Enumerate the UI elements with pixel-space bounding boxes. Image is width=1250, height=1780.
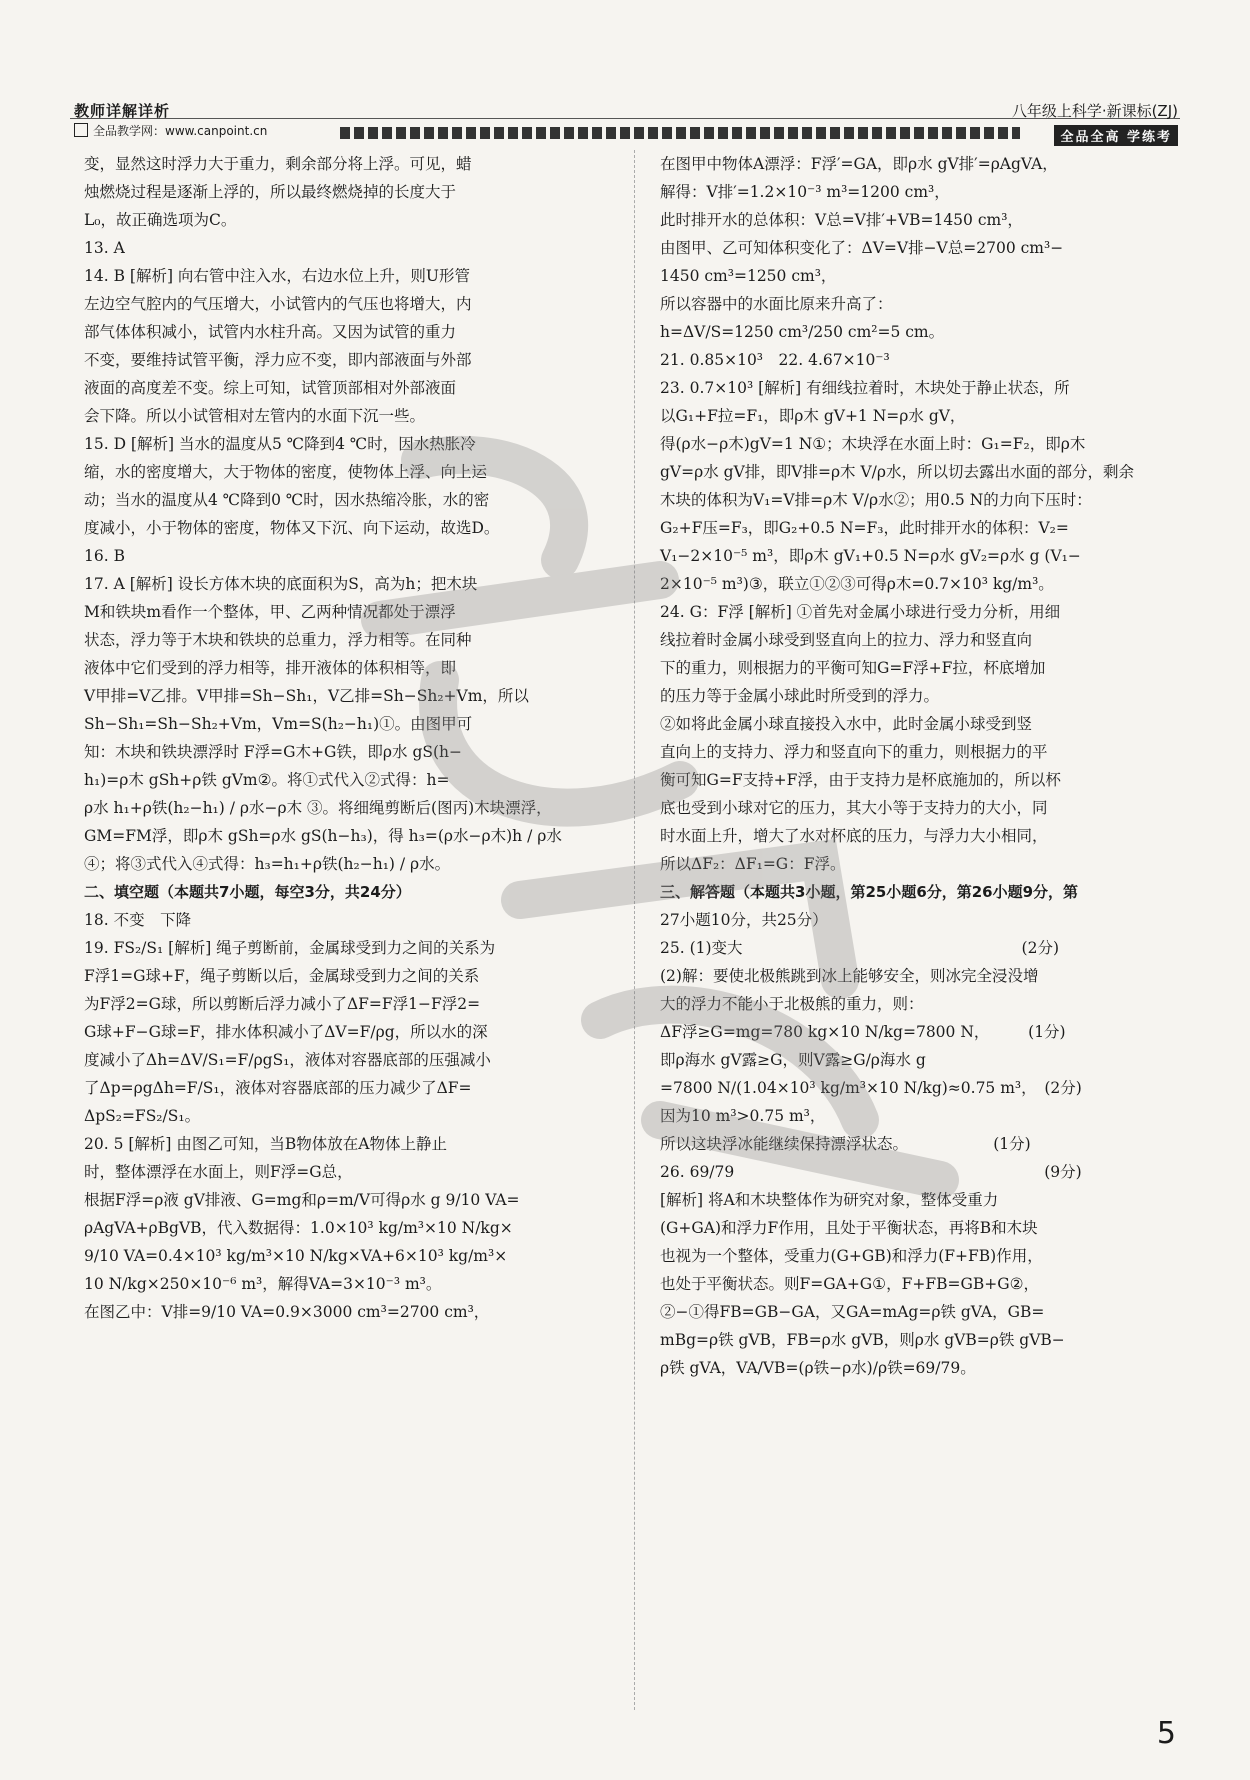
text-line: 9/10 VA=0.4×10³ kg/m³×10 N/kg×VA+6×10³ kg/m³× <box>84 1247 508 1265</box>
text-line: 26. 69/79 (9分) <box>660 1163 1082 1181</box>
header-badge: 全品全高 学练考 <box>1054 125 1178 146</box>
text-line: F浮1=G球+F，绳子剪断以后，金属球受到力之间的关系 <box>84 967 480 985</box>
text-line: 根据F浮=ρ液 gV排液、G=mg和ρ=m/V可得ρ水 g 9/10 VA= <box>84 1191 520 1209</box>
text-line: 液面的高度差不变。综上可知，试管顶部相对外部液面 <box>84 379 457 397</box>
text-line: 三、解答题（本题共3小题，第25小题6分，第26小题9分，第 <box>660 883 1079 901</box>
text-line: 知：木块和铁块漂浮时 F浮=G木+G铁，即ρ水 gS(h− <box>84 743 463 761</box>
header-left-title: 教师详解详析 <box>74 102 171 120</box>
left-column <box>84 150 614 1326</box>
text-line: ②如将此金属小球直接投入水中，此时金属小球受到竖 <box>660 715 1033 733</box>
text-line: 木块的体积为V₁=V排=ρ木 V/ρ水②；用0.5 N的力向下压时： <box>660 491 1092 509</box>
text-line: G球+F−G球=F，排水体积减小了ΔV=F/ρg，所以水的深 <box>84 1023 488 1041</box>
text-line: 16. B <box>84 547 125 565</box>
text-line: 14. B [解析] 向右管中注入水，右边水位上升，则U形管 <box>84 267 470 285</box>
text-line: ②−①得FB=GB−GA，又GA=mAg=ρ铁 gVA，GB= <box>660 1303 1045 1321</box>
text-line: ④；将③式代入④式得：h₃=h₁+ρ铁(h₂−h₁) / ρ水。 <box>84 855 451 873</box>
text-line: mBg=ρ铁 gVB，FB=ρ水 gVB，则ρ水 gVB=ρ铁 gVB− <box>660 1331 1065 1349</box>
text-line: 2×10⁻⁵ m³)③，联立①②③可得ρ木=0.7×10³ kg/m³。 <box>660 575 1054 593</box>
text-line: 会下降。所以小试管相对左管内的水面下沉一些。 <box>84 407 426 425</box>
text-line: G₂+F压=F₃，即G₂+0.5 N=F₃，此时排开水的体积：V₂= <box>660 519 1069 537</box>
text-line: 二、填空题（本题共7小题，每空3分，共24分） <box>84 883 411 901</box>
text-line: 时，整体漂浮在水面上，则F浮=G总， <box>84 1163 353 1181</box>
text-line: 液体中它们受到的浮力相等，排开液体的体积相等，即 <box>84 659 457 677</box>
text-line: ΔF浮≥G=mg=780 kg×10 N/kg=7800 N， (1分) <box>660 1023 1066 1041</box>
text-line: 15. D [解析] 当水的温度从5 ℃降到4 ℃时，因水热胀冷 <box>84 435 476 453</box>
text-line: =7800 N/(1.04×10³ kg/m³×10 N/kg)≈0.75 m³， (2分) <box>660 1079 1082 1097</box>
text-line: 部气体体积减小，试管内水柱升高。又因为试管的重力 <box>84 323 457 341</box>
text-line: 动；当水的温度从4 ℃降到0 ℃时，因水热缩冷胀，水的密 <box>84 491 490 509</box>
text-line: gV=ρ水 gV排，即V排=ρ木 V/ρ水，所以切去露出水面的部分，剩余 <box>660 463 1135 481</box>
text-line: L₀，故正确选项为C。 <box>84 211 237 229</box>
text-line: ΔpS₂=FS₂/S₁。 <box>84 1107 201 1125</box>
text-line: 19. FS₂/S₁ [解析] 绳子剪断前，金属球受到力之间的关系为 <box>84 939 496 957</box>
header-right-title: 八年级上科学·新课标(ZJ) <box>1011 102 1178 120</box>
text-line: 为F浮2=G球，所以剪断后浮力减小了ΔF=F浮1−F浮2= <box>84 995 481 1013</box>
text-line: 所以ΔF₂：ΔF₁=G：F浮。 <box>660 855 846 873</box>
text-line: 的压力等于金属小球此时所受到的浮力。 <box>660 687 940 705</box>
text-line: 18. 不变 下降 <box>84 911 192 929</box>
text-line: Sh−Sh₁=Sh−Sh₂+Vm，Vm=S(h₂−h₁)①。由图甲可 <box>84 715 473 733</box>
text-line: (2)解：要使北极熊跳到冰上能够安全，则冰完全浸没增 <box>660 967 1039 985</box>
text-line: 20. 5 [解析] 由图乙可知，当B物体放在A物体上静止 <box>84 1135 447 1153</box>
text-line: 度减小，小于物体的密度，物体又下沉、向下运动，故选D。 <box>84 519 500 537</box>
text-line: 缩，水的密度增大，大于物体的密度，使物体上浮、向上运 <box>84 463 488 481</box>
text-line: 下的重力，则根据力的平衡可知G=F浮+F拉，杯底增加 <box>660 659 1046 677</box>
text-line: 13. A <box>84 239 125 257</box>
text-line: M和铁块m看作一个整体，甲、乙两种情况都处于漂浮 <box>84 603 456 621</box>
text-line: 时水面上升，增大了水对杯底的压力，与浮力大小相同， <box>660 827 1048 845</box>
text-line: V甲排=V乙排。V甲排=Sh−Sh₁，V乙排=Sh−Sh₂+Vm，所以 <box>84 687 529 705</box>
text-line: 度减小了Δh=ΔV/S₁=F/ρgS₁，液体对容器底部的压强减小 <box>84 1051 491 1069</box>
site-logo-icon <box>74 123 88 137</box>
header-site <box>74 122 267 139</box>
text-line: 烛燃烧过程是逐渐上浮的，所以最终燃烧掉的长度大于 <box>84 183 457 201</box>
column-divider <box>634 150 635 1710</box>
text-line: 状态，浮力等于木块和铁块的总重力，浮力相等。在同种 <box>84 631 472 649</box>
text-line: 1450 cm³=1250 cm³， <box>660 267 837 285</box>
text-line: 由图甲、乙可知体积变化了：ΔV=V排−V总=2700 cm³− <box>660 239 1064 257</box>
text-line: 线拉着时金属小球受到竖直向上的拉力、浮力和竖直向 <box>660 631 1033 649</box>
header-decorative-bar <box>340 127 1020 139</box>
text-line: 因为10 m³>0.75 m³， <box>660 1107 826 1125</box>
text-line: 27小题10分，共25分） <box>660 911 828 929</box>
text-line: 24. G：F浮 [解析] ①首先对金属小球进行受力分析，用细 <box>660 603 1061 621</box>
text-line: 在图乙中：V排=9/10 VA=0.9×3000 cm³=2700 cm³， <box>84 1303 490 1321</box>
text-line: 底也受到小球对它的压力，其大小等于支持力的大小，同 <box>660 799 1048 817</box>
text-line: 23. 0.7×10³ [解析] 有细线拉着时，木块处于静止状态，所 <box>660 379 1070 397</box>
text-line: ρ水 h₁+ρ铁(h₂−h₁) / ρ水−ρ木 ③。将细绳剪断后(图丙)木块漂浮， <box>84 799 552 817</box>
text-line: 直向上的支持力、浮力和竖直向下的重力，则根据力的平 <box>660 743 1048 761</box>
header-site-text: 全品教学网：www.canpoint.cn <box>93 124 268 138</box>
text-line: 解得：V排′=1.2×10⁻³ m³=1200 cm³， <box>660 183 950 201</box>
text-line: 不变，要维持试管平衡，浮力应不变，即内部液面与外部 <box>84 351 472 369</box>
text-line: 了Δp=ρgΔh=F/S₁，液体对容器底部的压力减少了ΔF= <box>84 1079 472 1097</box>
text-line: 也处于平衡状态。则F=GA+G①，F+FB=GB+G②， <box>660 1275 1039 1293</box>
text-line: ρ铁 gVA，VA/VB=(ρ铁−ρ水)/ρ铁=69/79。 <box>660 1359 976 1377</box>
text-line: 即ρ海水 gV露≥G，则V露≥G/ρ海水 g <box>660 1051 926 1069</box>
text-line: V₁−2×10⁻⁵ m³，即ρ木 gV₁+0.5 N=ρ水 gV₂=ρ水 g (V₁− <box>660 547 1081 565</box>
text-line: 也视为一个整体，受重力(G+GB)和浮力(F+FB)作用， <box>660 1247 1043 1265</box>
page-number: 5 <box>1156 1716 1176 1751</box>
text-line: (G+GA)和浮力F作用，且处于平衡状态，再将B和木块 <box>660 1219 1038 1237</box>
text-line: 左边空气腔内的气压增大，小试管内的气压也将增大，内 <box>84 295 472 313</box>
text-line: 所以容器中的水面比原来升高了： <box>660 295 893 313</box>
text-line: 25. (1)变大 (2分) <box>660 939 1059 957</box>
text-line: h=ΔV/S=1250 cm³/250 cm²=5 cm。 <box>660 323 945 341</box>
text-line: GM=FM浮，即ρ木 gSh=ρ水 gS(h−h₃)，得 h₃=(ρ水−ρ木)h / ρ水 <box>84 827 562 845</box>
text-line: 17. A [解析] 设长方体木块的底面积为S，高为h；把木块 <box>84 575 478 593</box>
text-line: 21. 0.85×10³ 22. 4.67×10⁻³ <box>660 351 890 369</box>
text-line: h₁)=ρ木 gSh+ρ铁 gVm②。将①式代入②式得：h= <box>84 771 450 789</box>
text-line: 大的浮力不能小于北极熊的重力，则： <box>660 995 924 1013</box>
right-column <box>660 150 1160 1382</box>
text-line: 以G₁+F拉=F₁，即ρ木 gV+1 N=ρ水 gV， <box>660 407 966 425</box>
text-line: 此时排开水的总体积：V总=V排′+VB=1450 cm³， <box>660 211 1023 229</box>
text-line: 10 N/kg×250×10⁻⁶ m³，解得VA=3×10⁻³ m³。 <box>84 1275 442 1293</box>
text-line: 所以这块浮冰能继续保持漂浮状态。 (1分) <box>660 1135 1031 1153</box>
text-line: 在图甲中物体A漂浮：F浮′=GA，即ρ水 gV排′=ρAgVA， <box>660 155 1058 173</box>
text-line: [解析] 将A和木块整体作为研究对象，整体受重力 <box>660 1191 999 1209</box>
text-line: 变，显然这时浮力大于重力，剩余部分将上浮。可见，蜡 <box>84 155 472 173</box>
text-line: ρAgVA+ρBgVB，代入数据得：1.0×10³ kg/m³×10 N/kg× <box>84 1219 513 1237</box>
text-line: 衡可知G=F支持+F浮，由于支持力是杯底施加的，所以杯 <box>660 771 1061 789</box>
text-line: 得(ρ水−ρ木)gV=1 N①；木块浮在水面上时：G₁=F₂，即ρ木 <box>660 435 1086 453</box>
